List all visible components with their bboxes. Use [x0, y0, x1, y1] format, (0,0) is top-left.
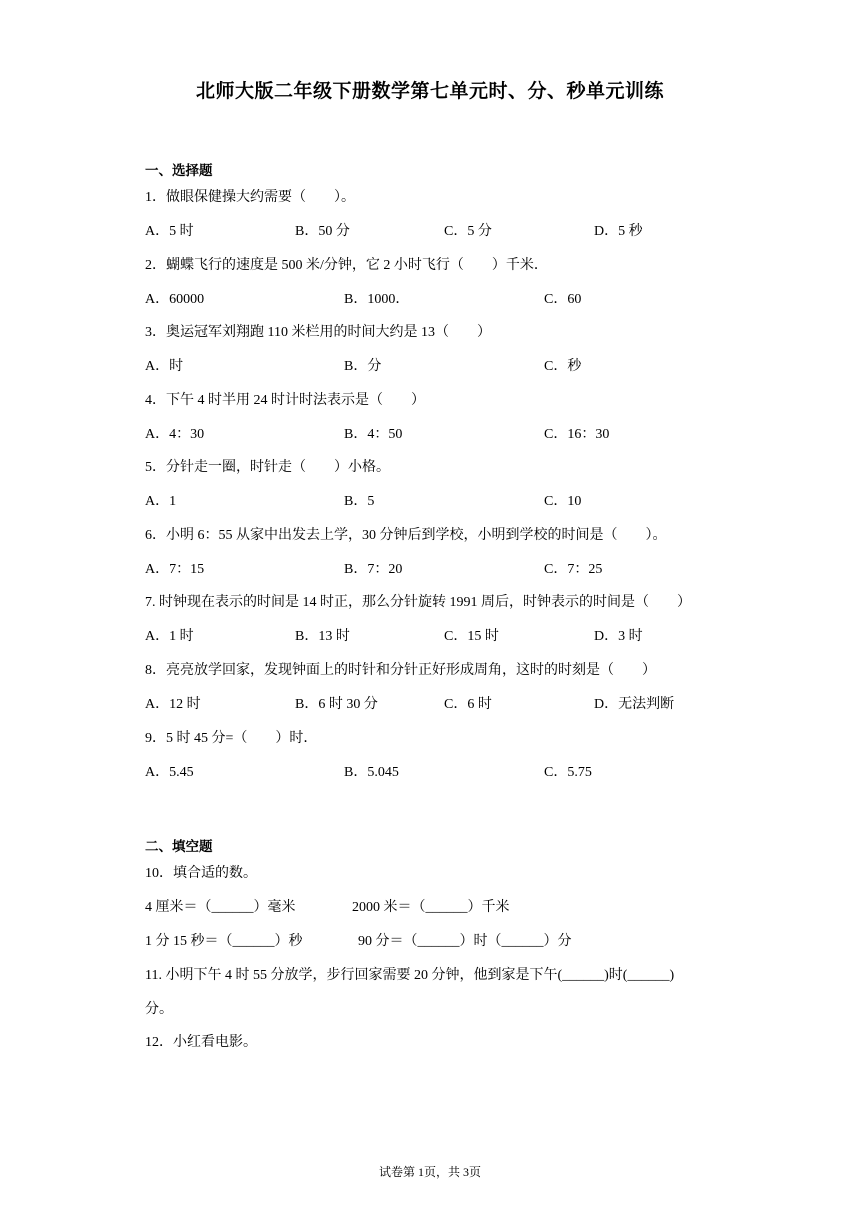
question-4: 4．下午 4 时半用 24 时计时法表示是（ ） [145, 393, 425, 408]
option-b: B．分 [344, 359, 382, 374]
option-b: B．5 [344, 494, 375, 509]
option-c: C．5 分 [444, 224, 492, 239]
option-b: B．50 分 [295, 224, 350, 239]
option-a: A．7：15 [145, 562, 205, 577]
option-c: C．15 时 [444, 629, 499, 644]
option-b: B．7：20 [344, 562, 403, 577]
question-11-continued: 分。 [145, 1002, 173, 1017]
option-c: C．60 [544, 292, 582, 307]
question-5: 5．分针走一圈，时针走（ ）小格。 [145, 460, 390, 475]
question-3-options [145, 355, 725, 375]
question-1: 1．做眼保健操大约需要（ ）。 [145, 190, 355, 205]
question-10-line-1b: 2000 米＝（______）千米 [352, 900, 510, 915]
option-a: A．60000 [145, 292, 205, 307]
option-b: B．1000． [344, 292, 410, 307]
page-title: 北师大版二年级下册数学第七单元时、分、秒单元训练 [195, 80, 664, 102]
option-c: C．7：25 [544, 562, 603, 577]
question-2-options [145, 288, 725, 308]
question-9: 9．5 时 45 分=（ ）时． [145, 731, 318, 746]
question-10: 10．填合适的数。 [145, 866, 257, 881]
option-a: A．1 [145, 494, 177, 509]
option-a: A．4：30 [145, 427, 205, 442]
question-1-options [145, 220, 725, 240]
page-footer: 试卷第 1页，共 3页 [378, 1165, 481, 1179]
question-7: 7. 时钟现在表示的时间是 14 时正，那么分针旋转 1991 周后，时钟表示的时间是（ ） [145, 595, 691, 610]
question-7-options [145, 625, 725, 645]
question-9-options [145, 761, 725, 781]
question-10-line-1a: 4 厘米＝（______）毫米 [145, 900, 296, 915]
question-6: 6．小明 6：55 从家中出发去上学，30 分钟后到学校，小明到学校的时间是（ ）。 [145, 528, 667, 543]
option-b: B．5.045 [344, 765, 399, 780]
question-3: 3．奥运冠军刘翔跑 110 米栏用的时间大约是 13（ ） [145, 325, 491, 340]
option-d: D．3 时 [594, 629, 643, 644]
question-10-line-2a: 1 分 15 秒＝（______）秒 [145, 934, 303, 949]
question-8: 8．亮亮放学回家，发现钟面上的时针和分针正好形成周角，这时的时刻是（ ） [145, 663, 656, 678]
option-a: A．5 时 [145, 224, 194, 239]
option-c: C．16：30 [544, 427, 610, 442]
section-heading-choice: 一、选择题 [145, 163, 213, 179]
option-d: D．5 秒 [594, 224, 643, 239]
option-a: A．1 时 [145, 629, 194, 644]
question-8-options [145, 693, 725, 713]
question-11: 11. 小明下午 4 时 55 分放学，步行回家需要 20 分钟，他到家是下午(______)时(______) [145, 968, 675, 983]
option-b: B．4：50 [344, 427, 403, 442]
option-a: A．5.45 [145, 765, 194, 780]
question-6-options [145, 558, 725, 578]
section-heading-fill-blank: 二、填空题 [145, 839, 213, 855]
question-5-options [145, 490, 725, 510]
option-c: C．6 时 [444, 697, 492, 712]
option-b: B．6 时 30 分 [295, 697, 378, 712]
option-c: C．5.75 [544, 765, 592, 780]
option-b: B．13 时 [295, 629, 350, 644]
question-2: 2．蝴蝶飞行的速度是 500 米/分钟，它 2 小时飞行（ ）千米． [145, 258, 548, 273]
option-a: A．12 时 [145, 697, 201, 712]
option-c: C．10 [544, 494, 582, 509]
question-4-options [145, 423, 725, 443]
option-d: D．无法判断 [594, 697, 675, 712]
option-c: C．秒 [544, 359, 582, 374]
question-12: 12．小红看电影。 [145, 1035, 257, 1050]
option-a: A．时 [145, 359, 184, 374]
question-10-line-2b: 90 分＝（______）时（______）分 [358, 934, 572, 949]
